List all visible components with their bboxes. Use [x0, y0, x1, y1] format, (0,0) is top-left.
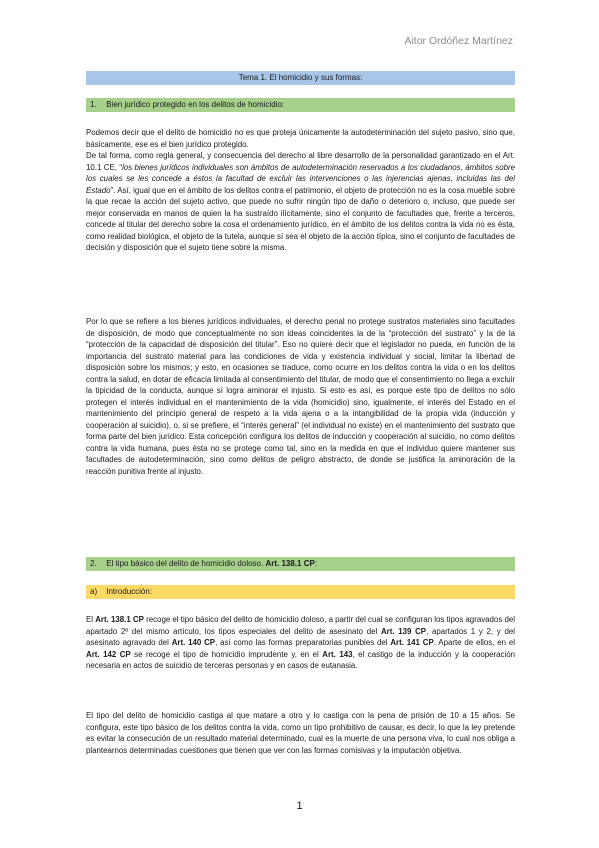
- page-title: Tema 1. El homicidio y sus formas:: [86, 71, 515, 85]
- p3-ref-art-143: Art. 143: [322, 649, 353, 659]
- paragraph-2: Por lo que se refiere a los bienes jurídicos individuales, el derecho penal no protege sustratos materiales sino facultades de disposición, de modo que conceptualmente no son ideas coincidentes la de la “protección del sustrato” y la de la “protección de la capacidad de disposición del titular”. Eso no quiere decir que el legislador no pueda, en función de la importancia del sustrato material para las condiciones de vida y existencia individual y social, limitar la libertad de disposición sobre los mismos; y esto, en ocasiones se traduce, como ocurre en los delitos contra la vida o en los delitos contra la salud, en dotar de eficacia limitada al consentimiento del titular, de modo que el consentimiento no llega a excluir la tipicidad de la conducta, aunque sí logra aminorar el injusto. Si esto es así, es porque este tipo de delitos no sólo protegen el interés individual en el mantenimiento de la vida (homicidio) sino, igualmente, el interés del Estado en el mantenimiento del principio general de respeto a la vida ajena o a la intangibilidad de la propia vida (inducción y cooperación al suicidio), o, si se prefiere, el “interés general” (el individual no existe) en el mantenimiento del sustrato que forma parte del bien jurídico. Esta concepción configura los delitos de inducción y cooperación al suicidio, no como delitos contra la vida humana, pues ésta no se protege como tal, sino en la medida en que el individuo quiere mantener sus facultades de autodeterminación, sino como delitos de peligro abstracto, de donde se justifica la aminoración de la reacción punitiva frente al injusto.: [86, 317, 515, 476]
- section-2-title: El tipo básico del delito de homicidio doloso.: [106, 559, 266, 568]
- subsection-a-heading: [86, 585, 515, 599]
- section-1-number: 1.: [90, 100, 97, 109]
- p3-text-7: , el castigo de la inducción y la cooperación necesaria en actos de suicidio de terceras personas y en casos de eutanasia.: [86, 649, 515, 670]
- p3-ref-art-142: Art. 142 CP: [86, 649, 131, 659]
- paragraph-1-text: De tal forma, como regla general, y consecuencia del derecho al libre desarrollo de la personalidad garantizado en el Art. 10.1 CE, “: [86, 151, 515, 172]
- paragraph-1: [86, 127, 515, 254]
- section-1-title: Bien jurídico protegido en los delitos de homicidio:: [106, 100, 285, 109]
- p3-text-6: se recoge el tipo de homicidio imprudente y, en el: [130, 649, 323, 659]
- p3-text-5: . Aparte de ellos, en el: [433, 638, 515, 647]
- section-2-heading: [86, 557, 515, 571]
- subsection-a-title: Introducción:: [106, 587, 153, 596]
- section-2-colon: :: [314, 559, 318, 568]
- p3-ref-art-141: Art. 141 CP: [390, 638, 434, 647]
- p3-text-2: recoge el tipo básico del delito de homicidio doloso, a partir del cual se configuran los tipos agravados del apartado 2º del mismo artículo, los tipos especiales del delito de asesinato del: [86, 615, 515, 636]
- page-number: 1: [296, 800, 303, 812]
- paragraph-4: El tipo del delito de homicidio castiga al que matare a otro y lo castiga con la pena de prisión de 10 a 15 años. Se configura, este tipo básico de los delitos contra la vida, como un tipo prohibitivo de causar, es decir, lo que la ley pretende es evitar la consecución de un resultado material determinado, cual es la muerte de una persona viva, lo cual nos obliga a plantearnos determinadas cuestiones que tienen que ver con las formas comisivas y la imputación objetiva.: [86, 711, 515, 755]
- paragraph-3: [86, 614, 515, 672]
- p3-ref-art-140: Art. 140 CP: [171, 638, 216, 647]
- paragraph-1-intro: Podemos decir que el delito de homicidio no es que proteja únicamente la autodeterminación del sujeto pasivo, sino que, básicamente, ese es el bien jurídico protegido.: [86, 128, 515, 149]
- section-2-number: 2.: [90, 559, 97, 568]
- paragraph-1-quote: los bienes jurídicos individuales son ámbitos de autodeterminación reservados a los ciudadanos, ámbitos sobre los cuales se les concede a éstos la facultad de excluir las intervenciones o las injerencias ajenas, incluidas las del Estado: [86, 162, 515, 195]
- paragraph-1-rest: ”. Así, igual que en el ámbito de los delitos contra el patrimonio, el objeto de protección no es la cosa mueble sobre la que recae la acción del sujeto activo, que puede no sufrir ningún tipo de daño o deterioro o, incluso, que puede ser mejor conservada en manos de quien la ha sustraído ilícitamente, sino el conjunto de facultades que, frente a terceros, concede al titular del derecho sobre la cosa el ordenamiento jurídico, en el ámbito de los delitos contra la vida no es ésta, como realidad biológica, el objeto de la tutela, aunque sí sea el objeto de la acción típica, sino el conjunto de facultades de decisión y disposición que el sujeto tiene sobre la misma.: [86, 185, 515, 252]
- section-2-article: Art. 138.1 CP: [265, 559, 315, 568]
- p3-text-4: , así como las formas preparatorias punibles del: [215, 638, 391, 647]
- subsection-a-letter: a): [90, 587, 98, 596]
- header-author: Aitor Ordóñez Martínez: [404, 35, 513, 47]
- p3-text-1: El: [86, 615, 96, 624]
- p3-ref-art-139: Art. 139 CP: [380, 626, 427, 636]
- section-1-heading: [86, 98, 515, 112]
- p3-ref-art-138: Art. 138.1 CP: [95, 615, 144, 624]
- p3-text-3: , apartados 1 y 2, y del asesinato agravado del: [86, 626, 515, 647]
